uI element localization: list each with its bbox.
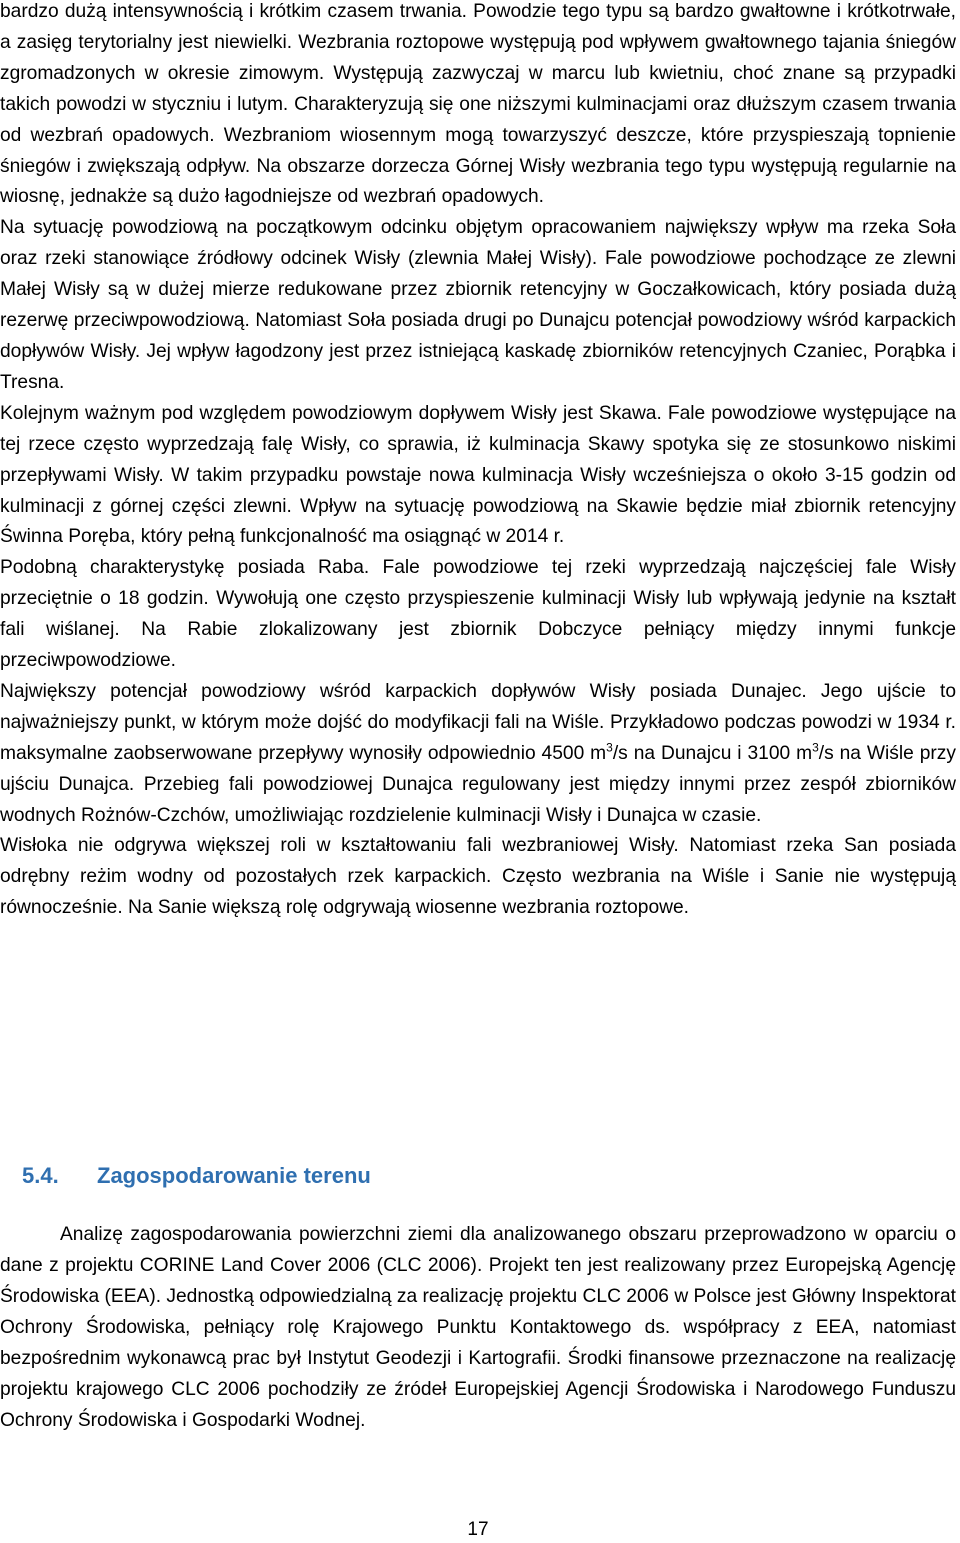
dunajec-text-2: /s na Dunajcu i 3100 m bbox=[612, 742, 813, 764]
paragraph-sola: Na sytuację powodziową na początkowym odcinku objętym opracowaniem największy wpływ ma rzeka Soła oraz rzeki stanowiące źródłowy odcinek Wisły (zlewnia Małej Wisły). Fale powodziowe pochodzące ze zlewni Małej Wisły są w dużej mierze redukowane przez zbiornik retencyjny w Goczałkowicach, który posiada dużą rezerwę przeciwpowodziową. Natomiast Soła posiada drugi po Dunajcu potencjał powodziowy wśród karpackich dopływów Wisły. Jej wpływ łagodzony jest przez istniejącą kaskadę zbiorników retencyjnych Czaniec, Porąbka i Tresna. bbox=[0, 217, 956, 393]
paragraph-flood-types: bardzo dużą intensywnością i krótkim czasem trwania. Powodzie tego typu są bardzo gwałtowne i krótkotrwałe, a zasięg terytorialny jest niewielki. Wezbrania roztopowe występują pod wpływem gwałtownego tajania śniegów zgromadzonych w okresie zimowym. Występują zazwyczaj w marcu lub kwietniu, choć znane są przypadki takich powodzi w styczniu i lutym. Charakteryzują się one niższymi kulminacjami oraz dłuższym czasem trwania od wezbrań opadowych. Wezbraniom wiosennym mogą towarzyszyć deszcze, które przyspieszają topnienie śniegów i zwiększają odpływ. Na obszarze dorzecza Górnej Wisły wezbrania tego typu występują regularnie na wiosnę, jednakże są dużo łagodniejsze od wezbrań opadowych. bbox=[0, 1, 956, 208]
dunajec-text-3: /s na Wiśle przy ujściu Dunajca. Przebieg fali powodziowej Dunajca regulowany jest między innymi przez zespół zbiorników wodnych Rożnów-Czchów, umożliwiając rozdzielenie kulminacji Wisły i Dunajca w czasie. bbox=[0, 742, 956, 826]
superscript-cubed: 3 bbox=[812, 740, 819, 755]
superscript-cubed: 3 bbox=[606, 740, 613, 755]
paragraph-wisloka-san: Wisłoka nie odgrywa większej roli w kształtowaniu fali wezbraniowej Wisły. Natomiast rzeka San posiada odrębny reżim wodny od pozostałych rzek karpackich. Często wezbrania na Wiśle i Sanie nie występują równocześnie. Na Sanie większą rolę odgrywają wiosenne wezbrania roztopowe. bbox=[0, 835, 956, 919]
section-title: Zagospodarowanie terenu bbox=[97, 1163, 371, 1188]
paragraph-dunajec bbox=[0, 677, 956, 832]
section-number: 5.4. bbox=[22, 1163, 59, 1188]
paragraph-land-use: Analizę zagospodarowania powierzchni ziemi dla analizowanego obszaru przeprowadzono w oparciu o dane z projektu CORINE Land Cover 2006 (CLC 2006). Projekt ten jest realizowany przez Europejską Agencję Środowiska (EEA). Jednostką odpowiedzialną za realizację projektu CLC 2006 w Polsce jest Główny Inspektorat Ochrony Środowiska, pełniący rolę Krajowego Punktu Kontaktowego ds. współpracy z EEA, natomiast bezpośrednim wykonawcą prac był Instytut Geodezji i Kartografii. Środki finansowe przeznaczone na realizację projektu krajowego CLC 2006 pochodziły ze źródeł Europejskiej Agencji Środowiska i Narodowego Funduszu Ochrony Środowiska i Gospodarki Wodnej. bbox=[0, 1224, 956, 1431]
paragraph-skawa: Kolejnym ważnym pod względem powodziowym dopływem Wisły jest Skawa. Fale powodziowe występujące na tej rzece często wyprzedzają falę Wisły, co sprawia, iż kulminacja Skawy spotyka się ze stosunkowo niskimi przepływami Wisły. W takim przypadku powstaje nowa kulminacja Wisły wcześniejsza o około 3-15 godzin od kulminacji z górnej części zlewni. Wpływ na sytuację powodziową na Skawie będzie miał zbiornik retencyjny Świnna Poręba, który pełną funkcjonalność ma osiągnąć w 2014 r. bbox=[0, 402, 956, 548]
dunajec-text-1: Największy potencjał powodziowy wśród karpackich dopływów Wisły posiada Dunajec. Jego ujście to najważniejszy punkt, w którym może dojść do modyfikacji fali na Wiśle. Przykładowo podczas powodzi w 1934 r. maksymalne zaobserwowane przepływy wynosiły odpowiednio 4500 m bbox=[0, 680, 956, 764]
section-body bbox=[0, 1219, 956, 1436]
section-heading bbox=[22, 1158, 371, 1194]
paragraph-raba: Podobną charakterystykę posiada Raba. Fale powodziowe tej rzeki wyprzedzają najczęściej fale Wisły przeciętnie o 18 godzin. Wywołują one często przyspieszenie kulminacji Wisły lub wpływają jedynie na kształt fali wiślanej. Na Rabie zlokalizowany jest zbiornik Dobczyce pełniący między innymi funkcje przeciwpowodziowe. bbox=[0, 557, 956, 672]
page-number: 17 bbox=[467, 1519, 489, 1540]
